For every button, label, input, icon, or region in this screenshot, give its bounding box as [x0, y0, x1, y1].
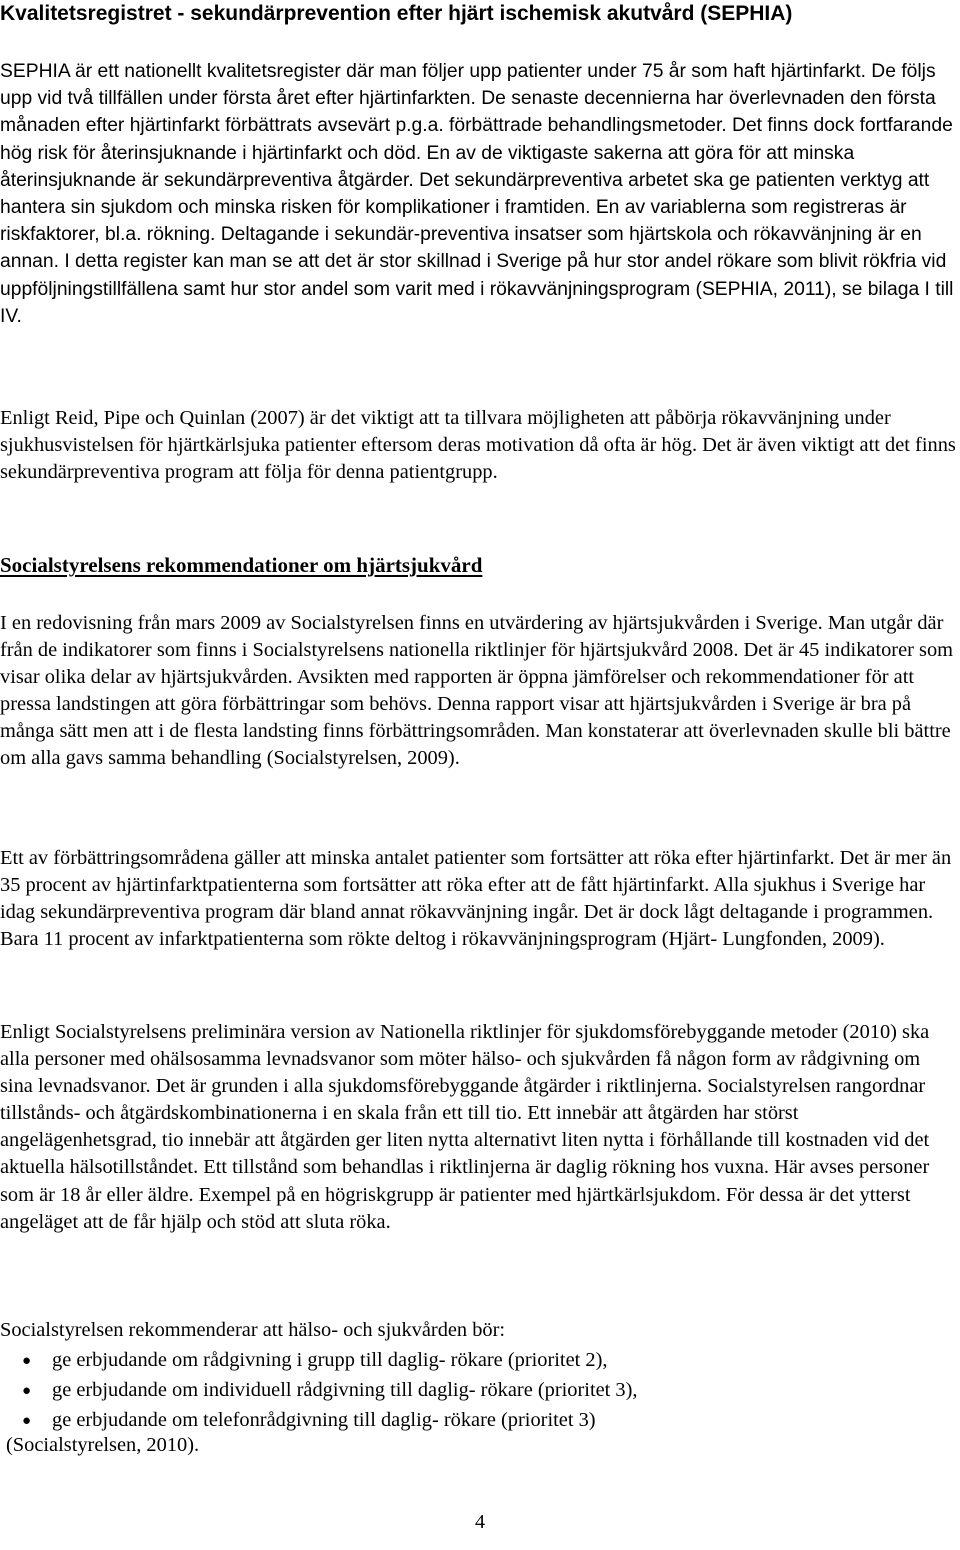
paragraph-guidelines: Enligt Socialstyrelsens preliminära version av Nationella riktlinjer för sjukdomsförebyggande metoder (2010) ska alla personer med ohälsosamma levnadsvanor som möter hälso- och sjukvården få någon form av rådgivning om sina levnadsvanor. Det är grunden i alla sjukdomsförebyggande åtgärder i riktlinjerna. Socialstyrelsen rangordnar tillstånds- och åtgärdskombinationerna i en skala från ett till tio. Ett innebär att åtgärden har störst angelägenhetsgrad, tio innebär att åtgärden ger liten nytta alternativt liten nytta i förhållande till kostnaden vid det aktuella hälsotillståndet. Ett tillstånd som behandlas i riktlinjerna är daglig rökning hos vuxna. Här avses personer som är 18 år eller äldre. Exempel på en högriskgrupp är patienter med hjärtkärlsjukdom. För dessa är det ytterst angeläget att de får hjälp och stöd att sluta röka. [0, 1021, 930, 1233]
paragraph-evaluation: I en redovisning från mars 2009 av Socialstyrelsen finns en utvärdering av hjärtsjukvården i Sverige. Man utgår där från de indikatorer som finns i Socialstyrelsens nationella riktlinjer för hjärtsjukvård 2008. Det är 45 indikatorer som visar olika delar av hjärtsjukvården. Avsikten med rapporten är öppna jämförelser och rekommendationer för att pressa landstingen att göra förbättringar som behövs. Denna rapport visar att hjärtsjukvården i Sverige är bra på många sätt men att i de flesta landsting finns förbättringsområden. Man konstaterar att överlevnaden skulle bli bättre om alla gavs samma behandling (Socialstyrelsen, 2009). [0, 612, 954, 770]
list-item-text: ge erbjudande om telefonrådgivning till daglig- rökare (prioritet 3) [52, 1408, 596, 1431]
bullet-icon: ● [22, 1412, 32, 1429]
recommendation-intro: Socialstyrelsen rekommenderar att hälso- och sjukvården bör: [0, 1319, 506, 1341]
section-heading: Socialstyrelsens rekommendationer om hjärtsjukvård [0, 553, 483, 577]
reid-paragraph: Enligt Reid, Pipe och Quinlan (2007) är det viktigt att ta tillvara möjligheten att påbörja rökavvänjning under sjukhusvistelsen för hjärtkärlsjuka patienter eftersom deras motivation då ofta är hög. Det är även viktigt att det finns sekundärpreventiva program att följa för denna patientgrupp. [0, 407, 956, 484]
list-item [22, 1406, 638, 1436]
sephia-paragraph: SEPHIA är ett nationellt kvalitetsregister där man följer upp patienter under 75 år som haft hjärtinfarkt. De följs upp vid två tillfällen under första året efter hjärtinfarkten. De senaste decennierna har överlevnaden den första månaden efter hjärtinfarkt förbättrats avsevärt p.g.a. förbättrade behandlingsmetoder. Det finns dock fortfarande hög risk för återinsjuknande i hjärtinfarkt och död. En av de viktigaste sakerna att göra för att minska återinsjuknande är sekundärpreventiva åtgärder. Det sekundärpreventiva arbetet ska ge patienten verktyg att hantera sin sjukdom och minska risken för komplikationer i framtiden. En av variablerna som registreras är riskfaktorer, bl.a. rökning. Deltagande i sekundär-preventiva insatser som hjärtskola och rökavvänjning är en annan. I detta register kan man se att det är stor skillnad i Sverige på hur stor andel rökare som blivit rökfria vid uppföljningstillfällena samt hur stor andel som varit med i rökavvänjningsprogram (SEPHIA, 2011), se bilaga I till IV. [0, 61, 954, 327]
paragraph-improvement: Ett av förbättringsområdena gäller att minska antalet patienter som fortsätter att röka efter hjärtinfarkt. Det är mer än 35 procent av hjärtinfarktpatienterna som fortsätter att röka efter att de fått hjärtinfarkt. Alla sjukhus i Sverige har idag sekundärpreventiva program där bland annat rökavvänjning ingår. Det är dock lågt deltagande i programmen. Bara 11 procent av infarktpatienterna som rökte deltog i rökavvänjningsprogram (Hjärt- Lungfonden, 2009). [0, 847, 952, 951]
list-item [22, 1376, 638, 1406]
bullet-icon: ● [22, 1353, 32, 1369]
bullet-icon: ● [22, 1382, 32, 1399]
list-item-text: ge erbjudande om individuell rådgivning till daglig- rökare (prioritet 3), [52, 1378, 638, 1401]
register-heading: Kvalitetsregistret - sekundärprevention efter hjärt ischemisk akutvård (SEPHIA) [0, 2, 793, 25]
closing-citation: (Socialstyrelsen, 2010). [6, 1434, 200, 1456]
list-item [22, 1346, 638, 1376]
recommendation-list [22, 1346, 638, 1435]
list-item-text: ge erbjudande om rådgivning i grupp till daglig- rökare (prioritet 2), [52, 1349, 608, 1371]
page-number: 4 [475, 1511, 485, 1533]
